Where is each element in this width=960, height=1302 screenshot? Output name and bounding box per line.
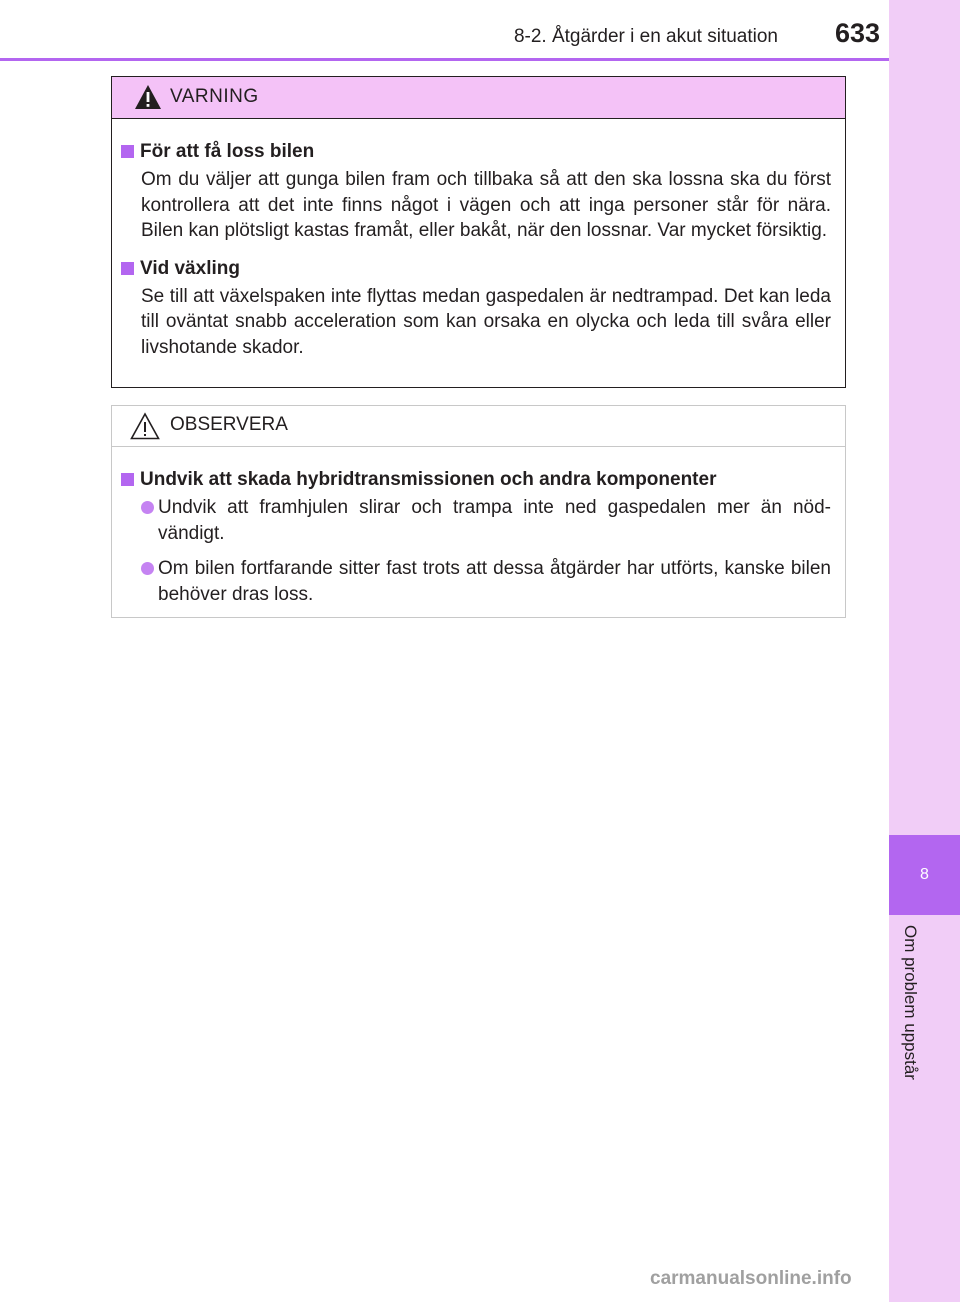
page-number: 633 [834, 18, 880, 48]
warning-paragraph: Se till att växelspaken inte flyttas medan gaspedalen är nedtrampad. Det kan leda till oväntat snabb acceleration som kan orsaka en olycka och leda till svåra eller livshotande skador. [141, 285, 831, 358]
warning-header [112, 77, 845, 119]
watermark: carmanualsonline.info [650, 1268, 852, 1289]
list-item: Undvik att framhjulen slirar och trampa inte ned gaspedalen mer än nöd-vändigt. [141, 495, 831, 546]
square-bullet-icon [121, 145, 134, 158]
warning-body [112, 119, 845, 360]
chapter-label: Om problem uppstår [901, 925, 920, 1080]
chapter-number: 8 [920, 866, 929, 883]
square-bullet-icon [121, 262, 134, 275]
header-rule [0, 58, 889, 61]
notice-header [112, 406, 845, 447]
notice-body [112, 447, 845, 607]
square-bullet-icon [121, 473, 134, 486]
chapter-tab [889, 835, 960, 915]
notice-heading: Undvik att skada hybridtransmissionen och andra komponenter [121, 467, 831, 492]
warning-box [111, 76, 846, 388]
warning-heading: Vid växling [121, 256, 831, 281]
notice-box [111, 405, 846, 618]
list-item: Om bilen fortfarande sitter fast trots att dessa åtgärder har utförts, kanske bilen behöver dras loss. [141, 556, 831, 607]
warning-paragraph: Om du väljer att gunga bilen fram och tillbaka så att den ska lossna ska du först kontrollera att det inte finns något i vägen och att inga personer står för nära. Bilen kan plötsligt kastas framåt, eller bakåt, när den lossnar. Var mycket försiktig. [141, 169, 831, 241]
round-bullet-icon [141, 562, 154, 575]
section-title: 8-2. Åtgärder i en akut situation [513, 26, 778, 47]
notice-title: OBSERVERA [170, 414, 288, 435]
round-bullet-icon [141, 501, 154, 514]
caution-triangle-icon [130, 412, 160, 445]
warning-heading: För att få loss bilen [121, 139, 831, 164]
warning-title: VARNING [170, 86, 259, 107]
warning-triangle-icon [134, 84, 162, 115]
